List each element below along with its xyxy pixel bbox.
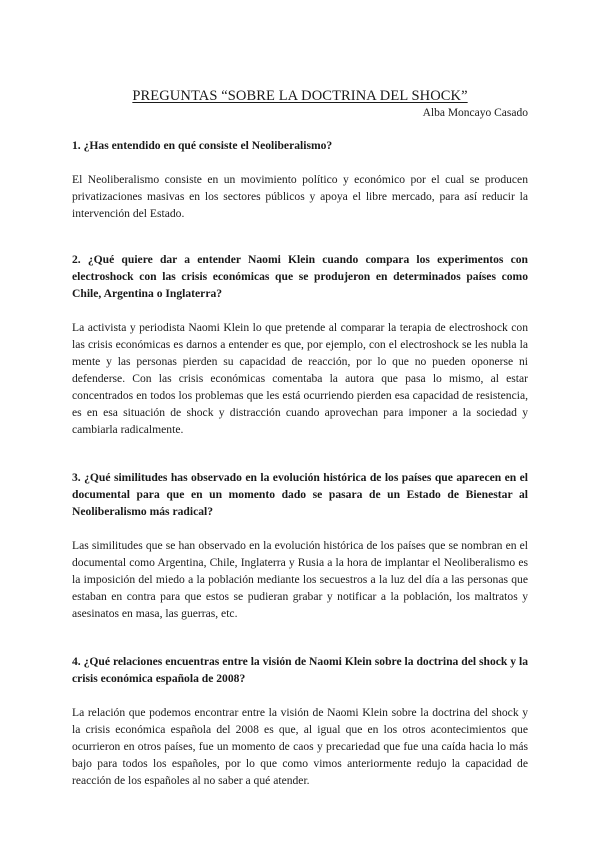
question-1: 1. ¿Has entendido en qué consiste el Neoliberalismo? [72,139,333,152]
question-2: 2. ¿Qué quiere dar a entender Naomi Klein cuando compara los experimentos con electroshock con las crisis económicas que se produjeron en determinados países como Chile, Argentina o Inglaterra? [72,253,528,300]
document-page [72,88,528,789]
document-title: PREGUNTAS “SOBRE LA DOCTRINA DEL SHOCK” [132,88,468,104]
question-4: 4. ¿Qué relaciones encuentras entre la visión de Naomi Klein sobre la doctrina del shock y la crisis económica española de 2008? [72,655,528,685]
author-name: Alba Moncayo Casado [422,107,528,119]
answer-2: La activista y periodista Naomi Klein lo que pretende al comparar la terapia de electroshock con las crisis económicas es darnos a entender es que, por ejemplo, con el electroshock se les nubla la mente y las personas pierden su capacidad de reacción, por lo que no pueden oponerse ni defenderse. Con las crisis económicas comentaba la autora que pasa lo mismo, al estar concentrados en todos los problemas que les está ocurriendo pierden esa capacidad de resistencia, es en esa situación de shock y distracción cuando aprovechan para imponer a la sociedad y cambiarla radicalmente. [72,321,528,436]
answer-1: El Neoliberalismo consiste en un movimiento político y económico por el cual se producen privatizaciones masivas en los sectores públicos y apoya el libre mercado, para así reducir la intervención del Estado. [72,173,528,220]
question-3: 3. ¿Qué similitudes has observado en la evolución histórica de los países que aparecen en el documental para que en un momento dado se pasara de un Estado de Bienestar al Neoliberalismo más radical? [72,471,528,518]
answer-3: Las similitudes que se han observado en la evolución histórica de los países que se nombran en el documental como Argentina, Chile, Inglaterra y Rusia a la hora de implantar el Neoliberalismo es la imposición del miedo a la población mediante los secuestros a la luz del día a las personas que estaban en contra para que estos se pudieran grabar y notificar a la población, los maltratos y asesinatos en masa, las guerras, etc. [72,539,528,620]
answer-4: La relación que podemos encontrar entre la visión de Naomi Klein sobre la doctrina del shock y la crisis económica española del 2008 es que, al igual que en los otros acontecimientos que ocurrieron en otros países, fue un momento de caos y precariedad que fue una caída hacia lo más bajo para todos los españoles, por lo que como vimos anteriormente redujo la capacidad de reacción de los españoles al no saber a qué atender. [72,706,528,787]
